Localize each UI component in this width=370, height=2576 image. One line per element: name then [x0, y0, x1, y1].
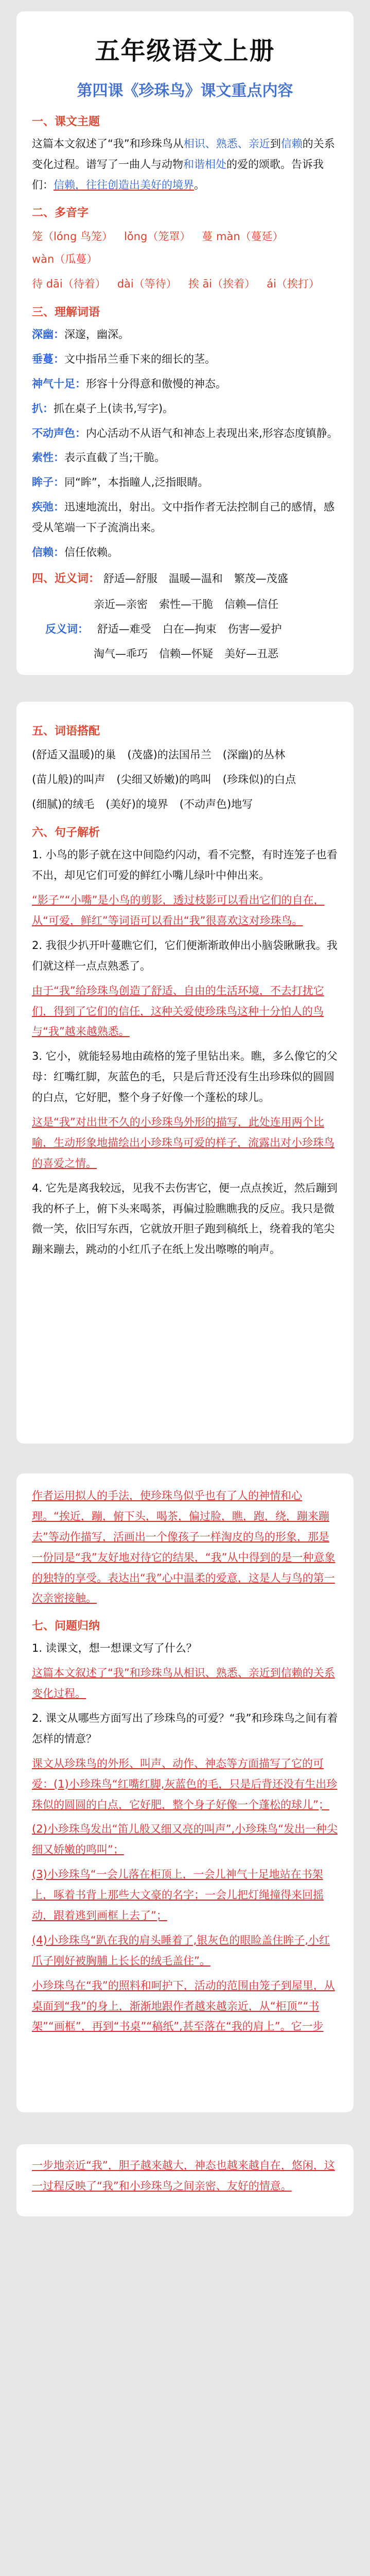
section-theme-heading: 一、课文主题	[32, 115, 100, 128]
vocab-item: 疾弛：迅速地流出，射出。文中指作者无法控制自己的感情，感受从笔端一下子流淌出来。	[32, 501, 334, 534]
answer: 课文从珍珠鸟的外形、叫声、动作、神态等方面描写了它的可爱：(1)小珍珠鸟“红嘴红脚,灰蓝色的毛，只是后背还没有生出珍珠似的圆圆的白点，它好肥，整个身子好像一个蓬松的球儿”；	[32, 1757, 338, 1811]
content-card-2	[16, 702, 354, 1444]
sentence-analysis: 作者运用拟人的手法，使珍珠鸟似乎也有了人的神情和心理。“挨近，蹦，俯下头，喝茶，偏过脸，瞧，跑，绕，蹦来蹦去”等动作描写，活画出一个像孩子一样淘皮的鸟的形象，那是一份同是“我”友好地对待它的结果，“我”从中得到的是一种意象的独特的享受。表达出“我”心中温柔的爱意，这是人与鸟的第一次亲密接触。	[32, 1489, 336, 1605]
answer: 小珍珠鸟在“我”的照料和呵护下，活动的范围由笼子到屋里，从桌面到“我”的身上，渐渐地跟作者越来越亲近，从“柜顶”“书架”“画框”，再到“书桌”“稿纸”,甚至落在“我的肩上”。它一步	[32, 1979, 335, 2033]
section-collocation-heading: 五、词语搭配	[32, 725, 100, 738]
vocab-item: 信赖：信任依赖。	[32, 546, 118, 558]
section-question-heading: 七、问题归纳	[32, 1620, 100, 1633]
polyphone-row: 笼（lóng 鸟笼） lǒng（笼罩） 蔓 màn（蔓延）wàn（瓜蔓）	[32, 230, 284, 265]
answer: (2)小珍珠鸟发出“笛儿般又细又亮的叫声”,小珍珠鸟“发出一种尖细又娇嫩的鸣叫”；	[32, 1823, 338, 1856]
question: 2. 课文从哪些方面写出了珍珠鸟的可爱？“我”和珍珠鸟之间有着怎样的情意？	[32, 1712, 338, 1745]
vocab-item: 索性：表示直截了当;干脆。	[32, 451, 166, 464]
answer: 这篇本文叙述了“我”和珍珠鸟从相识、熟悉、亲近到信赖的关系变化过程。	[32, 1667, 335, 1700]
content-card-1	[16, 11, 354, 675]
antonym-row: 反义词： 舒适—难受 白在—拘束 伤害—爱护	[45, 623, 282, 636]
sentence-question: 3. 它小，就能轻易地由疏格的笼子里钻出来。瞧，多么像它的父母：红嘴红脚，灰蓝色的毛，只是后背还没有生出珍珠似的圆圆的白点，它好肥，整个身子好像一个蓬松的球儿。	[32, 1050, 338, 1104]
collocation-row: (苗儿般)的叫声 (尖细又娇嫩)的鸣叫 (珍珠似)的白点	[32, 773, 296, 786]
antonym-row: 淘气—乖巧 信赖—怀疑 美好—丑恶	[94, 648, 278, 660]
content-card-3	[16, 1473, 354, 2112]
vocab-item: 不动声色：内心活动不从语气和神态上表现出来,形容态度镇静。	[32, 427, 338, 439]
answer-continued: 一步地亲近“我”，胆子越来越大，神态也越来越自在，悠闲，这一过程反映了“我”和小珍珠鸟之间亲密、友好的情意。	[32, 2159, 335, 2192]
collocation-row: (细腻)的绒毛 (美好)的境界 (不动声色)地写	[32, 798, 253, 811]
content-card-4	[16, 2144, 354, 2216]
section-vocab-heading: 三、理解词语	[32, 306, 100, 319]
collocation-row: (舒适又温暖)的巢 (茂盛)的法国吊兰 (深幽)的丛林	[32, 749, 286, 761]
lesson-subtitle: 第四课《珍珠鸟》课文重点内容	[77, 82, 293, 100]
polyphone-row: 待 dāi（待着） dài（等待） 挨 āi（挨着） ái（挨打）	[32, 277, 320, 290]
theme-paragraph: 这篇本文叙述了“我”和珍珠鸟从相识、熟悉、亲近到信赖的关系变化过程。谱写了一曲人与动物和谐相处的爱的颂歌。告诉我们：信赖，往往创造出美好的境界。	[32, 138, 335, 191]
synonym-row: 亲近—亲密 索性—干脆 信赖—信任	[94, 598, 278, 611]
section-sentence-heading: 六、句子解析	[32, 826, 100, 840]
vocab-item: 垂蔓：文中指吊兰垂下来的细长的茎。	[32, 352, 216, 365]
vocab-item: 扒：抓在桌子上(读书,写字)。	[32, 402, 174, 415]
section-polyphone-heading: 二、多音字	[32, 206, 89, 219]
sentence-analysis: “影子”“小嘴”是小鸟的剪影，透过枝影可以看出它们的自在，从“可爱，鲜红”等词语可以看出“我”很喜欢这对珍珠鸟。	[32, 894, 325, 927]
sentence-question: 2. 我很少扒开叶蔓瞧它们，它们便渐渐敢伸出小脑袋瞅瞅我。我们就这样一点点熟悉了。	[32, 939, 338, 972]
sentence-analysis: 由于“我”给珍珠鸟创造了舒适、自由的生活环境，不去打扰它们，得到了它们的信任，这种关爱使珍珠鸟这种十分怕人的鸟与“我”越来越熟悉。	[32, 984, 324, 1038]
vocab-item: 神气十足：形容十分得意和傲慢的神态。	[32, 377, 226, 390]
vocab-item: 眸子：同“眸”，本指瞳人,泛指眼睛。	[32, 476, 209, 489]
synonym-row: 四、近义词： 舒适—舒服 温暖—温和 繁茂—茂盛	[32, 572, 288, 585]
vocab-item: 深幽：深邃，幽深。	[32, 328, 129, 341]
answer: (3)小珍珠鸟“一会儿落在柜顶上，一会儿神气十足地站在书架上，啄着书背上那些大文豪的名字；一会儿把灯绳撞得来回摇动，跟着逃到画框上去了”；	[32, 1868, 324, 1922]
page-title: 五年级语文上册	[95, 37, 275, 65]
sentence-analysis: 这是“我”对出世不久的小珍珠鸟外形的描写，此处连用两个比喻，生动形象地描绘出小珍珠鸟可爱的样子，流露出对小珍珠鸟的喜爱之情。	[32, 1115, 334, 1170]
sentence-question: 4. 它先是离我较远，见我不去伤害它，便一点点挨近，然后蹦到我的杯子上，俯下头来喝茶，再偏过脸瞧瞧我的反应。我只是微微一笑，依旧写东西，它就放开胆子跑到稿纸上，绕着我的笔尖蹦来蹦去，跳动的小红爪子在纸上发出嚓嚓的响声。	[32, 1181, 338, 1256]
answer: (4)小珍珠鸟“趴在我的肩头睡着了,银灰色的眼睑盖住眸子,小红爪子刚好被胸脯上长长的绒毛盖住”。	[32, 1934, 330, 1967]
sentence-question: 1. 小鸟的影子就在这中间隐约闪动，看不完整，有时连笼子也看不出，却见它们可爱的鲜红小嘴儿绿叶中伸出来。	[32, 849, 338, 882]
question: 1. 读课文，想一想课文写了什么？	[32, 1642, 197, 1655]
